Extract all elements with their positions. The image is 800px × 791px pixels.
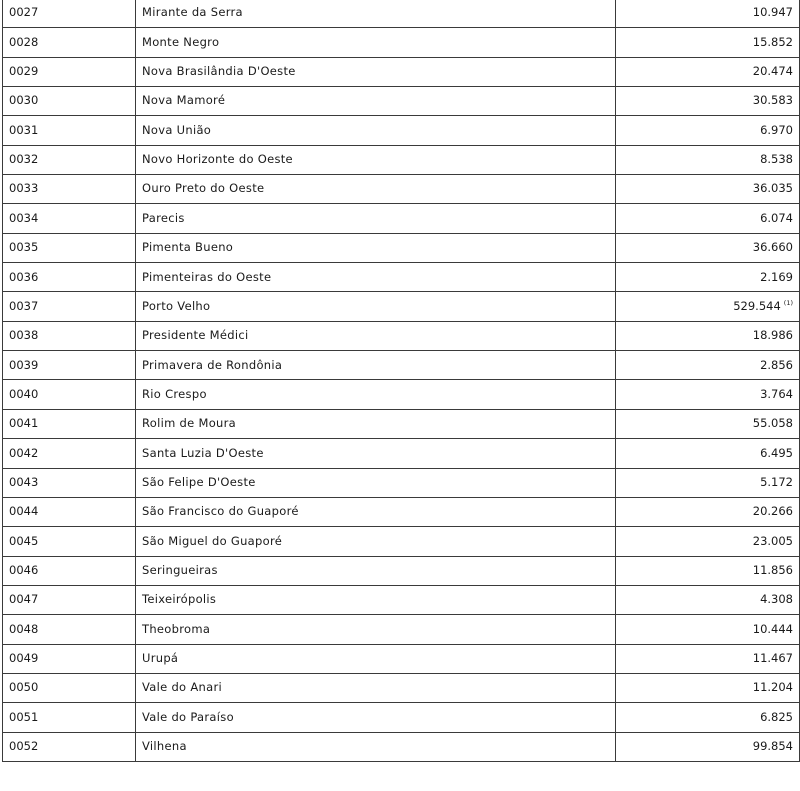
municipality-name-cell: Monte Negro [136,28,616,57]
population-value: 8.538 [760,152,793,167]
municipality-population-table [2,0,800,762]
municipality-code-cell: 0043 [3,468,136,497]
table-row [3,468,800,497]
population-value: 3.764 [760,386,793,401]
table-row [3,0,800,28]
population-value: 20.474 [752,64,793,79]
population-cell [616,145,800,174]
municipality-name-cell: Pimenta Bueno [136,233,616,262]
municipality-name-cell: Novo Horizonte do Oeste [136,145,616,174]
table-row [3,527,800,556]
population-cell [616,527,800,556]
municipality-code-cell: 0032 [3,145,136,174]
municipality-code-cell: 0030 [3,87,136,116]
municipality-name-cell: Vale do Paraíso [136,703,616,732]
municipality-code-cell: 0039 [3,351,136,380]
population-cell [616,292,800,321]
population-cell [616,497,800,526]
municipality-name-cell: Urupá [136,644,616,673]
population-value: 6.074 [760,210,793,225]
municipality-code-cell: 0046 [3,556,136,585]
municipality-code-cell: 0036 [3,263,136,292]
population-value: 23.005 [752,533,793,548]
municipality-name-cell: Santa Luzia D'Oeste [136,439,616,468]
municipality-name-cell: São Miguel do Guaporé [136,527,616,556]
population-value: 11.856 [752,562,793,577]
table-row [3,409,800,438]
population-cell [616,204,800,233]
municipality-name-cell: Theobroma [136,615,616,644]
municipality-name-cell: Vale do Anari [136,673,616,702]
population-value: 18.986 [752,328,793,343]
population-value: 6.495 [760,445,793,460]
table-row [3,233,800,262]
population-value: 99.854 [752,739,793,754]
table-row [3,497,800,526]
population-cell [616,321,800,350]
population-cell [616,380,800,409]
population-cell [616,556,800,585]
municipality-code-cell: 0050 [3,673,136,702]
municipality-code-cell: 0029 [3,57,136,86]
population-value: 5.172 [760,474,793,489]
municipality-name-cell: Ouro Preto do Oeste [136,175,616,204]
municipality-name-cell: Parecis [136,204,616,233]
municipality-name-cell: Rolim de Moura [136,409,616,438]
population-cell [616,732,800,761]
municipality-name-cell: Vilhena [136,732,616,761]
municipality-code-cell: 0027 [3,0,136,28]
municipality-name-cell: Teixeirópolis [136,585,616,614]
population-cell [616,673,800,702]
population-value: 11.204 [752,680,793,695]
municipality-name-cell: Nova Mamoré [136,87,616,116]
municipality-name-cell: Rio Crespo [136,380,616,409]
municipality-code-cell: 0033 [3,175,136,204]
population-cell [616,439,800,468]
population-value: 20.266 [752,504,793,519]
table-row [3,644,800,673]
population-cell [616,116,800,145]
municipality-name-cell: Nova Brasilândia D'Oeste [136,57,616,86]
table-row [3,116,800,145]
municipality-name-cell: Presidente Médici [136,321,616,350]
population-cell [616,233,800,262]
population-value: 10.947 [752,5,793,20]
municipality-code-cell: 0049 [3,644,136,673]
population-cell [616,0,800,28]
municipality-code-cell: 0034 [3,204,136,233]
table-row [3,380,800,409]
table-row [3,57,800,86]
population-cell [616,468,800,497]
municipality-code-cell: 0044 [3,497,136,526]
population-value: 2.169 [760,269,793,284]
population-value: 10.444 [752,621,793,636]
table-row [3,673,800,702]
table-row [3,703,800,732]
population-cell [616,87,800,116]
population-value: 36.660 [752,240,793,255]
population-cell [616,175,800,204]
table-row [3,585,800,614]
municipality-code-cell: 0041 [3,409,136,438]
municipality-code-cell: 0048 [3,615,136,644]
municipality-name-cell: Primavera de Rondônia [136,351,616,380]
population-cell [616,28,800,57]
municipality-code-cell: 0045 [3,527,136,556]
municipality-code-cell: 0038 [3,321,136,350]
population-value: 11.467 [752,650,793,665]
table-row [3,263,800,292]
municipality-name-cell: Mirante da Serra [136,0,616,28]
municipality-name-cell: Nova União [136,116,616,145]
table-body [3,0,800,761]
table-row [3,204,800,233]
population-cell [616,263,800,292]
municipality-code-cell: 0031 [3,116,136,145]
municipality-code-cell: 0052 [3,732,136,761]
population-value: 6.825 [760,709,793,724]
table-row [3,439,800,468]
population-value: 2.856 [760,357,793,372]
population-cell [616,585,800,614]
population-cell [616,703,800,732]
population-cell [616,409,800,438]
table-row [3,351,800,380]
population-value: 15.852 [752,34,793,49]
population-value: 36.035 [752,181,793,196]
population-value: 30.583 [752,93,793,108]
municipality-code-cell: 0042 [3,439,136,468]
municipality-name-cell: São Francisco do Guaporé [136,497,616,526]
population-cell [616,57,800,86]
table-row [3,292,800,321]
municipality-code-cell: 0047 [3,585,136,614]
population-value: 55.058 [752,416,793,431]
municipality-code-cell: 0037 [3,292,136,321]
population-value: 529.544 [733,299,781,314]
municipality-code-cell: 0051 [3,703,136,732]
municipality-name-cell: Seringueiras [136,556,616,585]
population-value: 6.970 [760,122,793,137]
table-row [3,732,800,761]
municipality-name-cell: São Felipe D'Oeste [136,468,616,497]
table-row [3,175,800,204]
population-cell [616,351,800,380]
table-row [3,87,800,116]
table-row [3,615,800,644]
municipality-code-cell: 0035 [3,233,136,262]
table-row [3,28,800,57]
municipality-code-cell: 0040 [3,380,136,409]
table-row [3,321,800,350]
table-row [3,145,800,174]
municipality-code-cell: 0028 [3,28,136,57]
municipality-name-cell: Pimenteiras do Oeste [136,263,616,292]
population-cell [616,615,800,644]
footnote-marker: (1) [783,299,793,308]
municipality-name-cell: Porto Velho [136,292,616,321]
population-cell [616,644,800,673]
table-row [3,556,800,585]
population-value: 4.308 [760,592,793,607]
